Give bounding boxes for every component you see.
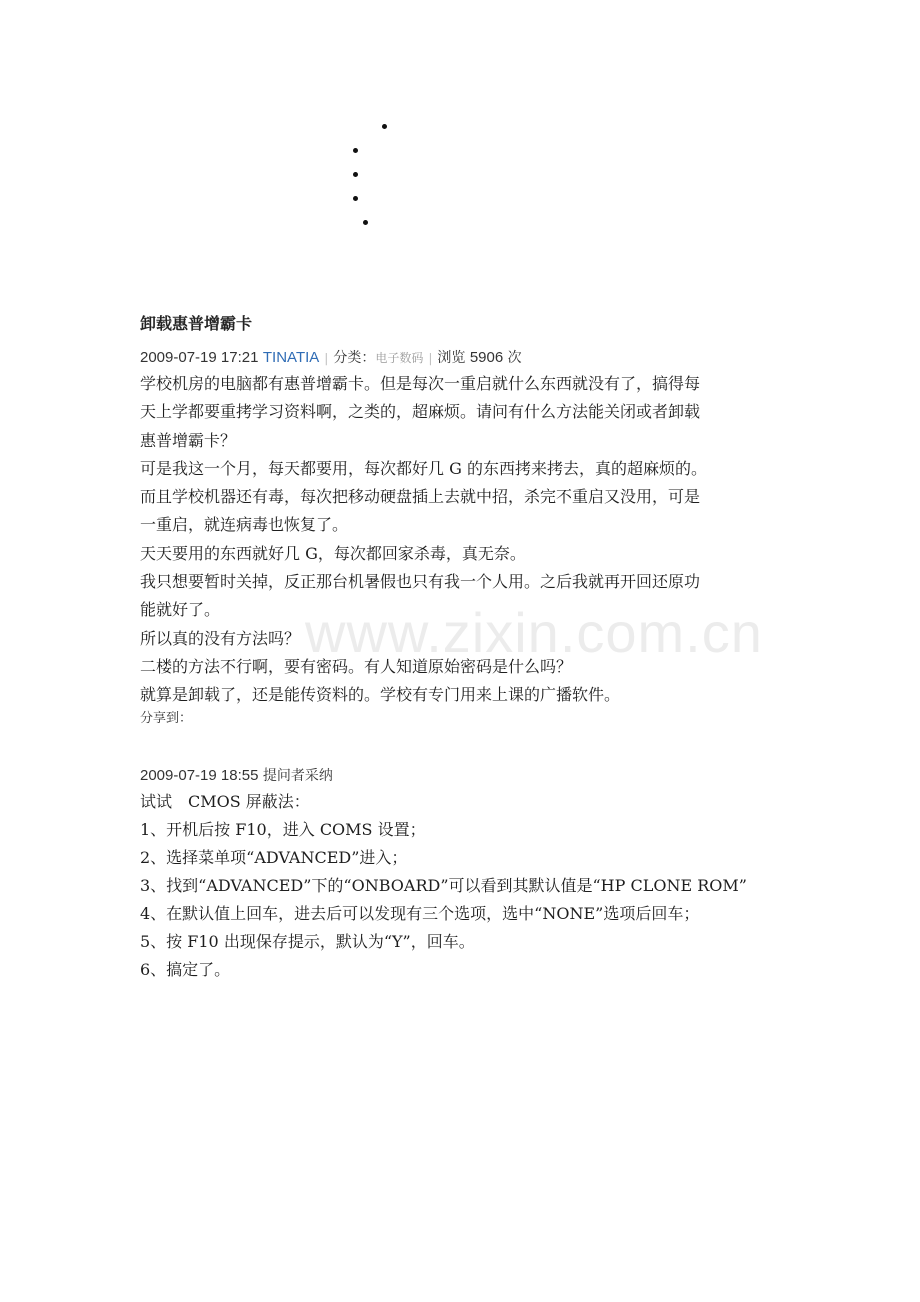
separator: | (324, 351, 329, 365)
question-line: 而且学校机器还有毒，每次把移动硬盘插上去就中招，杀完不重启又没用，可是 (140, 487, 701, 507)
bullet-dot (382, 124, 387, 129)
question-line: 就算是卸载了，还是能传资料的。学校有专门用来上课的广播软件。 (140, 685, 621, 705)
share-label: 分享到： (140, 711, 193, 726)
answer-line: 5、按 F10 出现保存提示，默认为“Y”，回车。 (140, 932, 475, 951)
bullet-dot (353, 172, 358, 177)
watermark: www.zixin.com.cn (305, 601, 763, 664)
views-label: 浏览 (437, 350, 466, 366)
answer-body (140, 788, 800, 984)
answer-line: 3、找到“ADVANCED”下的“ONBOARD”可以看到其默认值是“HP CLONE ROM” (140, 876, 747, 895)
answer-datetime: 2009-07-19 18:55 (140, 767, 259, 784)
answer-line: 2、选择菜单项“ADVANCED”进入； (140, 848, 408, 867)
question-line: 天上学都要重拷学习资料啊，之类的，超麻烦。请问有什么方法能关闭或者卸载 (140, 402, 701, 422)
question-datetime: 2009-07-19 17:21 (140, 349, 259, 366)
bullet-dot (353, 196, 358, 201)
views-count: 5906 (469, 349, 504, 366)
question-line: 二楼的方法不行啊，要有密码。有人知道原始密码是什么吗？ (140, 656, 573, 676)
answer-line: 1、开机后按 F10，进入 COMS 设置； (140, 820, 426, 839)
category-link[interactable]: 电子数码 (375, 351, 424, 365)
question-line: 可是我这一个月，每天都要用，每次都好几 G 的东西拷来拷去，真的超麻烦的。 (140, 458, 707, 478)
page-title: 卸载惠普增霸卡 (140, 314, 253, 333)
question-line: 天天要用的东西就好几 G，每次都回家杀毒，真无奈。 (140, 543, 526, 563)
accepted-label: 提问者采纳 (262, 768, 333, 784)
question-meta (140, 347, 522, 367)
bullet-dot (353, 148, 358, 153)
separator: | (428, 351, 433, 365)
question-line: 惠普增霸卡？ (140, 430, 237, 450)
question-line: 我只想要暂时关掉，反正那台机暑假也只有我一个人用。之后我就再开回还原功 (140, 572, 701, 592)
question-line: 所以真的没有方法吗？ (140, 628, 301, 648)
views-unit: 次 (507, 350, 522, 366)
author-link[interactable]: TINATIA (262, 349, 320, 366)
question-line: 一重启，就连病毒也恢复了。 (140, 515, 349, 535)
answer-line: 试试 CMOS 屏蔽法： (140, 792, 310, 811)
answer-line: 6、搞定了。 (140, 960, 231, 979)
question-body (140, 370, 790, 710)
category-label: 分类： (333, 350, 376, 366)
question-line: 能就好了。 (140, 600, 221, 620)
answer-line: 4、在默认值上回车，进去后可以发现有三个选项，选中“NONE”选项后回车； (140, 904, 700, 923)
answer-meta (140, 765, 333, 785)
question-line: 学校机房的电脑都有惠普增霸卡。但是每次一重启就什么东西就没有了，搞得每 (140, 374, 701, 393)
bullet-dot (363, 220, 368, 225)
